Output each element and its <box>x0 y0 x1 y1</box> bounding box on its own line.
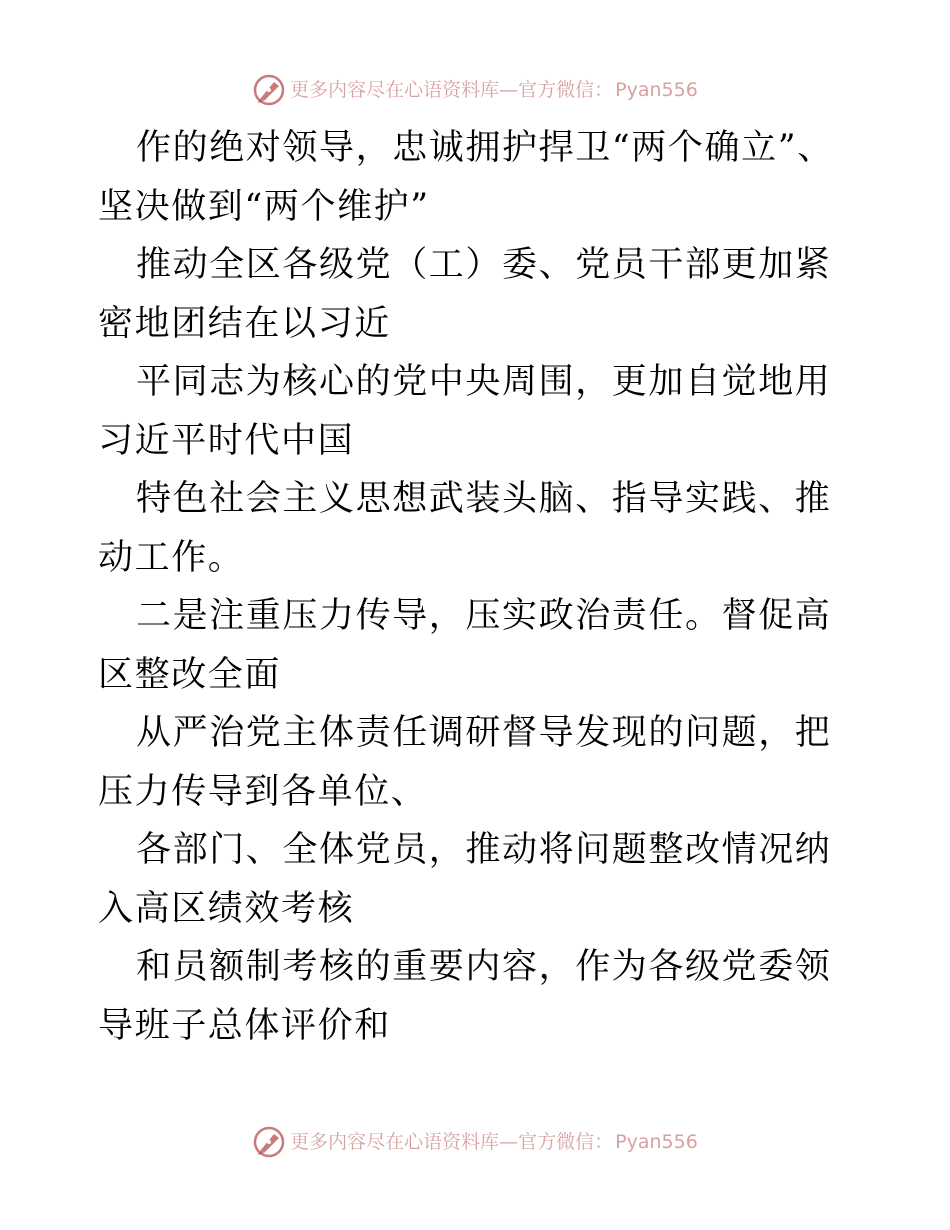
header-banner <box>0 73 950 107</box>
paragraph: 各部门、全体党员，推动将问题整改情况纳入高区绩效考核 <box>98 830 832 929</box>
paragraph: 从严治党主体责任调研督导发现的问题，把压力传导到各单位、 <box>98 713 832 812</box>
pen-nib-circle-logo-icon <box>252 1125 286 1159</box>
paragraph: 二是注重压力传导，压实政治责任。督促高区整改全面 <box>98 596 832 695</box>
header-banner-text: 更多内容尽在心语资料库—官方微信： <box>290 79 614 101</box>
footer-banner-text: 更多内容尽在心语资料库—官方微信： <box>290 1131 614 1153</box>
document-body <box>98 119 858 1055</box>
footer-wechat-account: Pyan556 <box>615 1131 698 1153</box>
paragraph: 和员额制考核的重要内容，作为各级党委领导班子总体评价和 <box>98 947 832 1046</box>
paragraph: 特色社会主义思想武装头脑、指导实践、推动工作。 <box>98 479 832 578</box>
paragraph: 推动全区各级党（工）委、党员干部更加紧密地团结在以习近 <box>98 245 832 344</box>
footer-banner <box>0 1125 950 1159</box>
paragraph: 作的绝对领导，忠诚拥护捍卫“两个确立”、坚决做到“两个维护” <box>98 128 834 227</box>
header-wechat-account: Pyan556 <box>615 79 698 101</box>
paragraph: 平同志为核心的党中央周围，更加自觉地用习近平时代中国 <box>98 362 832 461</box>
pen-nib-circle-logo-icon <box>252 73 286 107</box>
